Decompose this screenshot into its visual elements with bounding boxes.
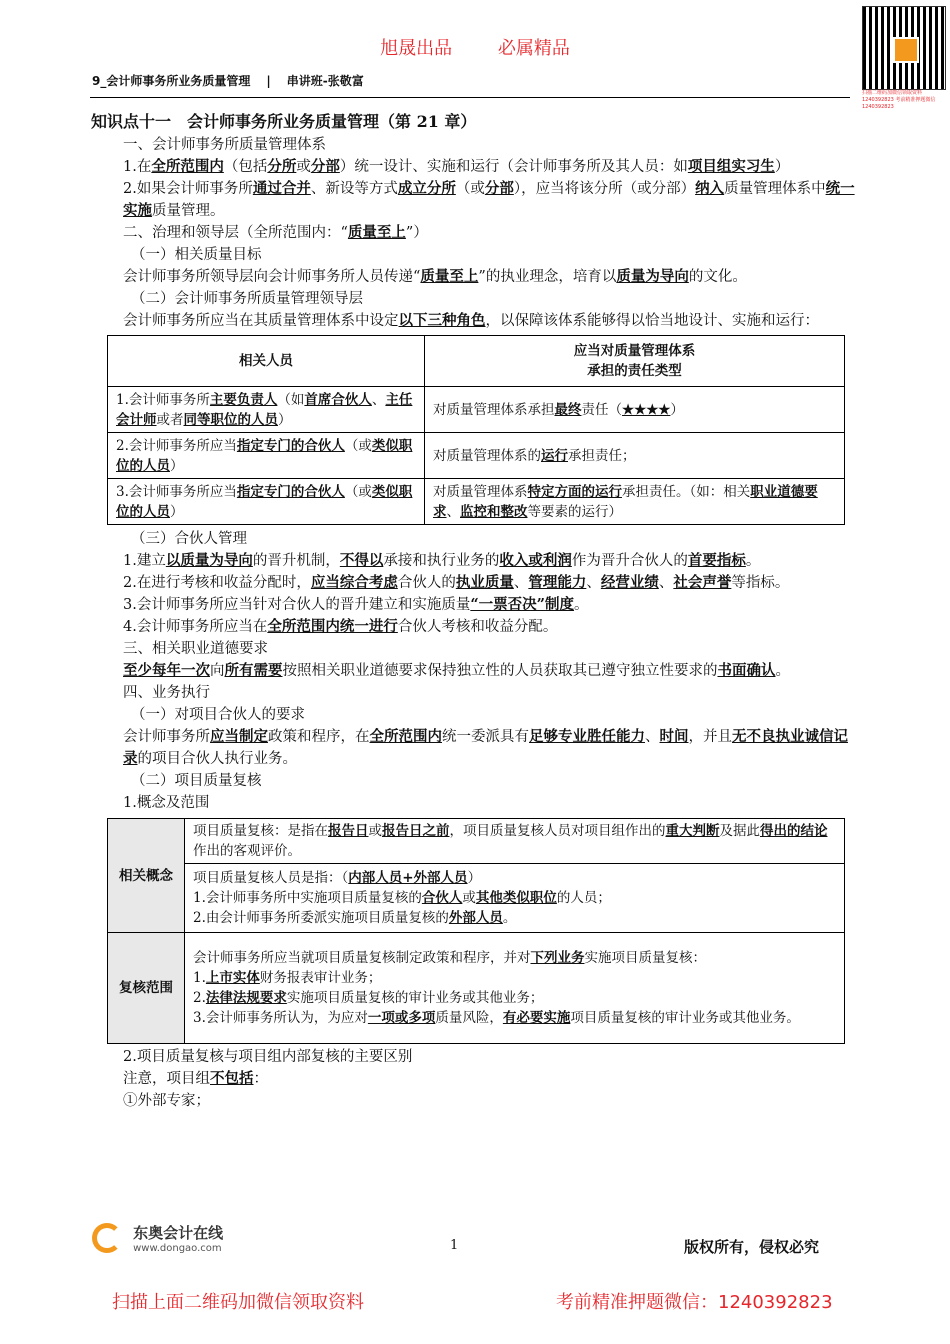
- text-run: 的项目合伙人执行业务。: [137, 751, 297, 767]
- emphasis-text: 书面确认: [717, 662, 776, 679]
- text-run: 1.在: [123, 159, 152, 175]
- cell: [108, 433, 425, 479]
- text-run: 及据此: [719, 823, 760, 839]
- emphasis-text: 无不良执业诚信记录: [123, 728, 848, 767]
- page-number: 1: [450, 1238, 459, 1253]
- emphasis-text: 以质量为导向: [165, 552, 253, 569]
- logo-name: 东奥会计在线: [133, 1224, 224, 1242]
- emphasis-text: 经营业绩: [600, 574, 659, 591]
- copyright: 版权所有，侵权必究: [684, 1238, 820, 1256]
- emphasis-text: 下列业务: [530, 950, 585, 966]
- text-run: 对质量管理体系承担: [433, 401, 555, 418]
- leadership-table: [107, 335, 845, 525]
- text-run: （如: [277, 391, 305, 408]
- text-run: ”的执业理念，培育以: [478, 269, 617, 285]
- text-run: 会计师事务所领导层向会计师事务所人员传递“: [123, 269, 421, 285]
- para: ①外部专家；: [123, 1093, 210, 1109]
- text-run: ）: [170, 457, 184, 474]
- bottom-left-note: 扫描上面二维码加微信领取资料: [112, 1292, 364, 1313]
- text-run: ，并且: [688, 729, 732, 745]
- logo-url: www.dongao.com: [133, 1243, 222, 1254]
- emphasis-text: 纳入: [695, 180, 725, 197]
- text-run: 。: [775, 663, 790, 679]
- text-run: 项目质量复核的审计业务或其他业务。: [570, 1010, 800, 1026]
- emphasis-text: 运行: [541, 447, 568, 464]
- emphasis-text: 不包括: [210, 1070, 254, 1087]
- text-run: 质量管理。: [152, 203, 225, 219]
- heading-1: 一、会计师事务所质量管理体系: [123, 137, 326, 153]
- text-run: 合伙人的: [397, 575, 456, 591]
- emphasis-text: 法律法规要求: [205, 990, 287, 1006]
- text-run: 2.会计师事务所应当: [116, 437, 237, 454]
- text-run: 。: [502, 910, 517, 926]
- text-run: ，以保障该体系能够得以恰当地设计、实施和运行：: [485, 313, 819, 329]
- cell: [425, 387, 845, 433]
- emphasis-text: 主任会计师: [116, 391, 413, 428]
- text-run: 或: [462, 890, 476, 906]
- emphasis-text: 分所: [267, 158, 297, 175]
- cell: [425, 479, 845, 525]
- qr-caption: 扫描二维码加微信领取资料 1240392823 考前精准押题微信 1240392823: [862, 90, 936, 110]
- cell: [108, 387, 425, 433]
- text-run: 项目质量复核：是指在: [193, 823, 328, 839]
- text-run: ”）: [405, 225, 428, 241]
- text-run: （或: [455, 181, 485, 197]
- para: [91, 156, 861, 178]
- heading-3: 三、相关职业道德要求: [123, 641, 268, 657]
- header-sep: |: [266, 74, 271, 88]
- text-run: 财务报表审计业务；: [259, 970, 382, 986]
- emphasis-text: 以下三种角色: [398, 312, 486, 329]
- text-run: （包括: [223, 159, 268, 175]
- emphasis-text: 分部: [310, 158, 340, 175]
- emphasis-text: “一票否决”: [470, 596, 546, 613]
- text-run: 或: [368, 823, 382, 839]
- heading-2: [91, 222, 861, 244]
- para: [91, 266, 861, 288]
- text-run: 3.会计师事务所应当针对合伙人的晋升建立和实施质量: [123, 597, 471, 613]
- text-run: ，项目质量复核人员对项目组作出的: [449, 823, 666, 839]
- text-run: （或: [344, 483, 372, 500]
- emphasis-text: 主要负责人: [209, 391, 278, 408]
- emphasis-text: 时间: [659, 728, 689, 745]
- emphasis-text: 足够专业胜任能力: [529, 728, 645, 745]
- dongao-logo: [92, 1222, 223, 1254]
- review-table: [107, 818, 845, 1044]
- text-run: ）: [670, 401, 684, 418]
- emphasis-text: 质量至上: [420, 268, 479, 285]
- text-run: 二、治理和领导层（全所范围内：“: [123, 225, 348, 241]
- para: [91, 310, 861, 332]
- para: [91, 726, 861, 770]
- text-run: 的文化。: [688, 269, 747, 285]
- emphasis-text: 通过合并: [252, 180, 311, 197]
- text-run: 。: [745, 553, 761, 569]
- text-run: 、新设等方式: [310, 181, 398, 197]
- cell: [425, 433, 845, 479]
- text-run: 1.会计师事务所中实施项目质量复核的: [193, 890, 422, 906]
- text-run: （或: [344, 437, 372, 454]
- table-header-row: [108, 336, 845, 387]
- emphasis-text: 内部人员+外部人员: [348, 870, 468, 886]
- text-run: ），应当将该分所（或分部）: [513, 181, 696, 197]
- heading-4: 四、业务执行: [123, 685, 210, 701]
- text-run: 3.会计师事务所应当: [116, 483, 237, 500]
- emphasis-text: 一项或多项: [367, 1010, 436, 1026]
- cell: [185, 933, 845, 1044]
- emphasis-text: 最终: [554, 401, 582, 418]
- para: [91, 178, 861, 222]
- course-title: 9_会计师事务所业务质量管理: [92, 74, 251, 88]
- para: [91, 550, 861, 572]
- emphasis-text: 至少每年一次: [123, 662, 210, 679]
- cell: [108, 479, 425, 525]
- sub-heading: （一）相关质量目标: [131, 247, 262, 263]
- emphasis-text: 首要指标: [687, 552, 746, 569]
- emphasis-text: 全所范围内: [369, 728, 442, 745]
- text-run: ：: [253, 1071, 268, 1087]
- text-run: ）: [278, 411, 292, 428]
- qr-code-icon: [862, 6, 946, 90]
- logo-icon: [92, 1223, 122, 1253]
- text-run: 责任（: [581, 401, 622, 418]
- text-run: ）: [170, 503, 184, 520]
- text-run: 等要素的运行）: [527, 503, 622, 520]
- table-row: [108, 479, 845, 525]
- emphasis-text: 应当制定: [210, 728, 268, 745]
- emphasis-text: 全所范围内: [151, 158, 224, 175]
- emphasis-text: 管理能力: [528, 574, 587, 591]
- text-run: 质量风险，: [435, 1010, 503, 1026]
- row-label: 相关概念: [108, 819, 185, 933]
- emphasis-text: 成立分所: [397, 180, 456, 197]
- sub-heading: （三）合伙人管理: [131, 531, 247, 547]
- text-run: 、: [658, 575, 674, 591]
- para: [91, 660, 861, 682]
- emphasis-text: 报告日之前: [382, 823, 450, 839]
- cell: [185, 864, 845, 933]
- text-run: 、: [513, 575, 529, 591]
- row-label: 复核范围: [108, 933, 185, 1044]
- emphasis-text: 收入或利润: [499, 552, 572, 569]
- text-run: 2.: [193, 990, 206, 1006]
- emphasis-text: 质量为导向: [616, 268, 689, 285]
- text-run: 、: [446, 503, 460, 520]
- document-body: [91, 110, 861, 1112]
- text-run: 政策和程序，在: [268, 729, 370, 745]
- para: [91, 616, 861, 638]
- slogan-left: 旭晟出品: [380, 38, 453, 59]
- table-row: [108, 819, 845, 864]
- emphasis-text: 得出的结论: [760, 823, 828, 839]
- emphasis-text: 质量至上: [347, 224, 406, 241]
- emphasis-text: 有必要实施: [502, 1010, 571, 1026]
- text-run: 按照相关职业道德要求保持独立性的人员获取其已遵守独立性要求的: [282, 663, 718, 679]
- emphasis-text: 类似职位的人员: [116, 483, 413, 520]
- text-run: 会计师事务所: [123, 729, 210, 745]
- text-run: 质量管理体系中: [724, 181, 826, 197]
- text-run: 实施项目质量复核：: [584, 950, 706, 966]
- text-run: 统一委派具有: [442, 729, 529, 745]
- text-run: 承担责任；: [568, 447, 636, 464]
- top-slogan: [0, 34, 950, 60]
- text-run: 1.建立: [123, 553, 166, 569]
- emphasis-text: 其他类似职位: [475, 890, 557, 906]
- text-run: 3.会计师事务所认为，为应对: [193, 1010, 368, 1026]
- col-header: 应当对质量管理体系 承担的责任类型: [425, 336, 845, 387]
- emphasis-text: 首席合伙人: [304, 391, 372, 408]
- text-run: 或: [296, 159, 311, 175]
- text-run: 2.如果会计师事务所: [123, 181, 253, 197]
- text-run: 承担责任。（如：相关: [622, 483, 751, 500]
- text-run: 会计师事务所应当就项目质量复核制定政策和程序，并对: [193, 950, 531, 966]
- col-header: 相关人员: [108, 336, 425, 387]
- emphasis-text: 所有需要: [224, 662, 283, 679]
- emphasis-text: 职业道德要求: [433, 483, 818, 520]
- text-run: 1.: [193, 970, 206, 986]
- emphasis-text: 同等职位的人员: [183, 411, 278, 428]
- text-run: 对质量管理体系: [433, 483, 528, 500]
- section-title: 知识点十一 会计师事务所业务质量管理（第 21 章）: [91, 112, 477, 131]
- text-run: ）统一设计、实施和运行（会计师事务所及其人员：如: [339, 159, 688, 175]
- text-run: 2.由会计师事务所委派实施项目质量复核的: [193, 910, 449, 926]
- text-run: 对质量管理体系的: [433, 447, 541, 464]
- table-row: [108, 933, 845, 1044]
- emphasis-text: 上市实体: [205, 970, 260, 986]
- table-row: [108, 864, 845, 933]
- emphasis-text: 监控和整改: [460, 503, 528, 520]
- text-run: 、: [645, 729, 660, 745]
- emphasis-text: 项目组实习生: [687, 158, 775, 175]
- text-run: 作出的客观评价。: [193, 843, 301, 859]
- text-run: 的晋升机制，: [252, 553, 340, 569]
- sub-heading: 2.项目质量复核与项目组内部复核的主要区别: [123, 1049, 413, 1065]
- teacher: 串讲班-张敬富: [286, 74, 364, 88]
- text-run: 合伙人考核和收益分配。: [397, 619, 558, 635]
- emphasis-text: 不得以: [339, 552, 384, 569]
- emphasis-text: 合伙人: [421, 890, 463, 906]
- sub-heading: （一）对项目合伙人的要求: [131, 707, 305, 723]
- text-run: 项目质量复核人员是指：（: [193, 870, 349, 886]
- emphasis-text: 指定专门的合伙人: [236, 437, 345, 454]
- sub-heading: （二）会计师事务所质量管理领导层: [131, 291, 363, 307]
- para: [91, 572, 861, 594]
- emphasis-text: 外部人员: [448, 910, 503, 926]
- emphasis-text: 分部: [484, 180, 514, 197]
- text-run: 向: [210, 663, 225, 679]
- text-run: 等指标。: [731, 575, 790, 591]
- table-row: [108, 433, 845, 479]
- sub-heading: （二）项目质量复核: [131, 773, 262, 789]
- text-run: ）: [467, 870, 482, 886]
- emphasis-text: 制度: [545, 596, 575, 613]
- text-run: 。: [574, 597, 589, 613]
- para: [91, 594, 861, 616]
- text-run: 作为晋升合伙人的: [571, 553, 688, 569]
- sub-heading: 1.概念及范围: [123, 795, 210, 811]
- page-header: [92, 72, 364, 89]
- text-run: 、: [371, 391, 386, 408]
- emphasis-text: 指定专门的合伙人: [236, 483, 345, 500]
- emphasis-text: 社会声誉: [673, 574, 732, 591]
- text-run: 注意，项目组: [123, 1071, 210, 1087]
- text-run: 的人员；: [556, 890, 611, 906]
- emphasis-text: 重大判断: [665, 823, 720, 839]
- text-run: ）: [774, 159, 790, 175]
- emphasis-text: 统一实施: [123, 180, 855, 219]
- emphasis-text: 报告日: [328, 823, 369, 839]
- para: [91, 1068, 861, 1090]
- text-run: 实施项目质量复核的审计业务或其他业务；: [286, 990, 544, 1006]
- emphasis-text: 执业质量: [455, 574, 514, 591]
- table-row: [108, 387, 845, 433]
- header-divider: [90, 97, 850, 98]
- emphasis-text: 特定方面的运行: [527, 483, 622, 500]
- emphasis-text: ★★★★: [622, 401, 671, 418]
- text-run: 1.会计师事务所: [116, 391, 210, 408]
- text-run: 、: [586, 575, 601, 591]
- cell: [185, 819, 845, 864]
- emphasis-text: 类似职位的人员: [116, 437, 413, 474]
- text-run: 或者: [156, 411, 184, 428]
- bottom-right-note: 考前精准押题微信：1240392823: [556, 1292, 833, 1313]
- text-run: 4.会计师事务所应当在: [123, 619, 268, 635]
- emphasis-text: 全所范围内统一进行: [267, 618, 398, 635]
- text-run: 会计师事务所应当在其质量管理体系中设定: [123, 313, 399, 329]
- emphasis-text: 应当综合考虑: [310, 574, 398, 591]
- text-run: 承接和执行业务的: [383, 553, 500, 569]
- slogan-right: 必属精品: [497, 38, 570, 59]
- text-run: 2.在进行考核和收益分配时，: [123, 575, 311, 591]
